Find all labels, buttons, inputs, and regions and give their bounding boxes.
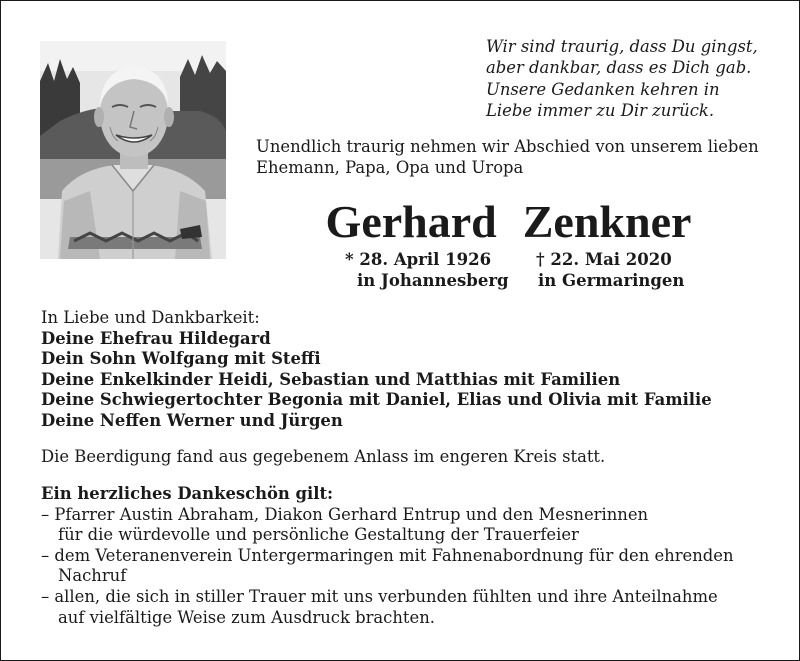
family-member: Deine Ehefrau Hildegard — [41, 328, 271, 348]
thanks-section — [41, 484, 734, 628]
deceased-name — [256, 190, 761, 254]
family-member: Deine Schwiegertochter Begonia mit Daniel, Elias und Olivia mit Familie — [41, 390, 712, 410]
portrait-photo — [40, 41, 226, 259]
death-date: † 22. Mai 2020 — [536, 250, 672, 269]
family-list — [41, 308, 712, 432]
burial-note: Die Beerdigung fand aus gegebenem Anlass im engeren Kreis statt. — [41, 447, 606, 466]
birth-info — [345, 249, 509, 291]
birth-place: in Johannesberg — [357, 271, 509, 290]
family-member: Deine Enkelkinder Heidi, Sebastian und Matthias mit Familien — [41, 369, 621, 389]
intro-line: Unendlich traurig nehmen wir Abschied von unserem lieben — [256, 137, 759, 156]
birth-date: * 28. April 1926 — [345, 250, 492, 269]
thanks-line: Nachruf — [58, 566, 127, 586]
poem-line: Unsere Gedanken kehren in — [486, 79, 720, 99]
thanks-line: auf vielfältige Weise zum Ausdruck brachten. — [58, 607, 435, 627]
last-name: Zenkner — [522, 196, 692, 247]
death-place: in Germaringen — [538, 271, 685, 290]
family-heading: In Liebe und Dankbarkeit: — [41, 308, 260, 327]
family-member: Deine Neffen Werner und Jürgen — [41, 410, 343, 430]
poem-line: Liebe immer zu Dir zurück. — [486, 100, 715, 120]
thanks-heading: Ein herzliches Dankeschön gilt: — [41, 484, 334, 503]
thanks-line: – Pfarrer Austin Abraham, Diakon Gerhard Entrup und den Mesnerinnen — [41, 504, 649, 524]
thanks-line: – allen, die sich in stiller Trauer mit uns verbunden fühlten und ihre Anteilnahme — [41, 586, 718, 606]
thanks-line: für die würdevolle und persönliche Gestaltung der Trauerfeier — [58, 525, 579, 545]
intro-line: Ehemann, Papa, Opa und Uropa — [256, 158, 524, 178]
death-info — [536, 249, 684, 291]
first-name: Gerhard — [325, 196, 497, 247]
thanks-line: – dem Veteranenverein Untergermaringen mit Fahnenabordnung für den ehrenden — [41, 545, 734, 565]
family-member: Dein Sohn Wolfgang mit Steffi — [41, 349, 321, 369]
poem-verse — [486, 36, 758, 121]
intro-text — [256, 136, 759, 179]
poem-line: aber dankbar, dass es Dich gab. — [486, 58, 752, 78]
poem-line: Wir sind traurig, dass Du gingst, — [486, 37, 758, 56]
